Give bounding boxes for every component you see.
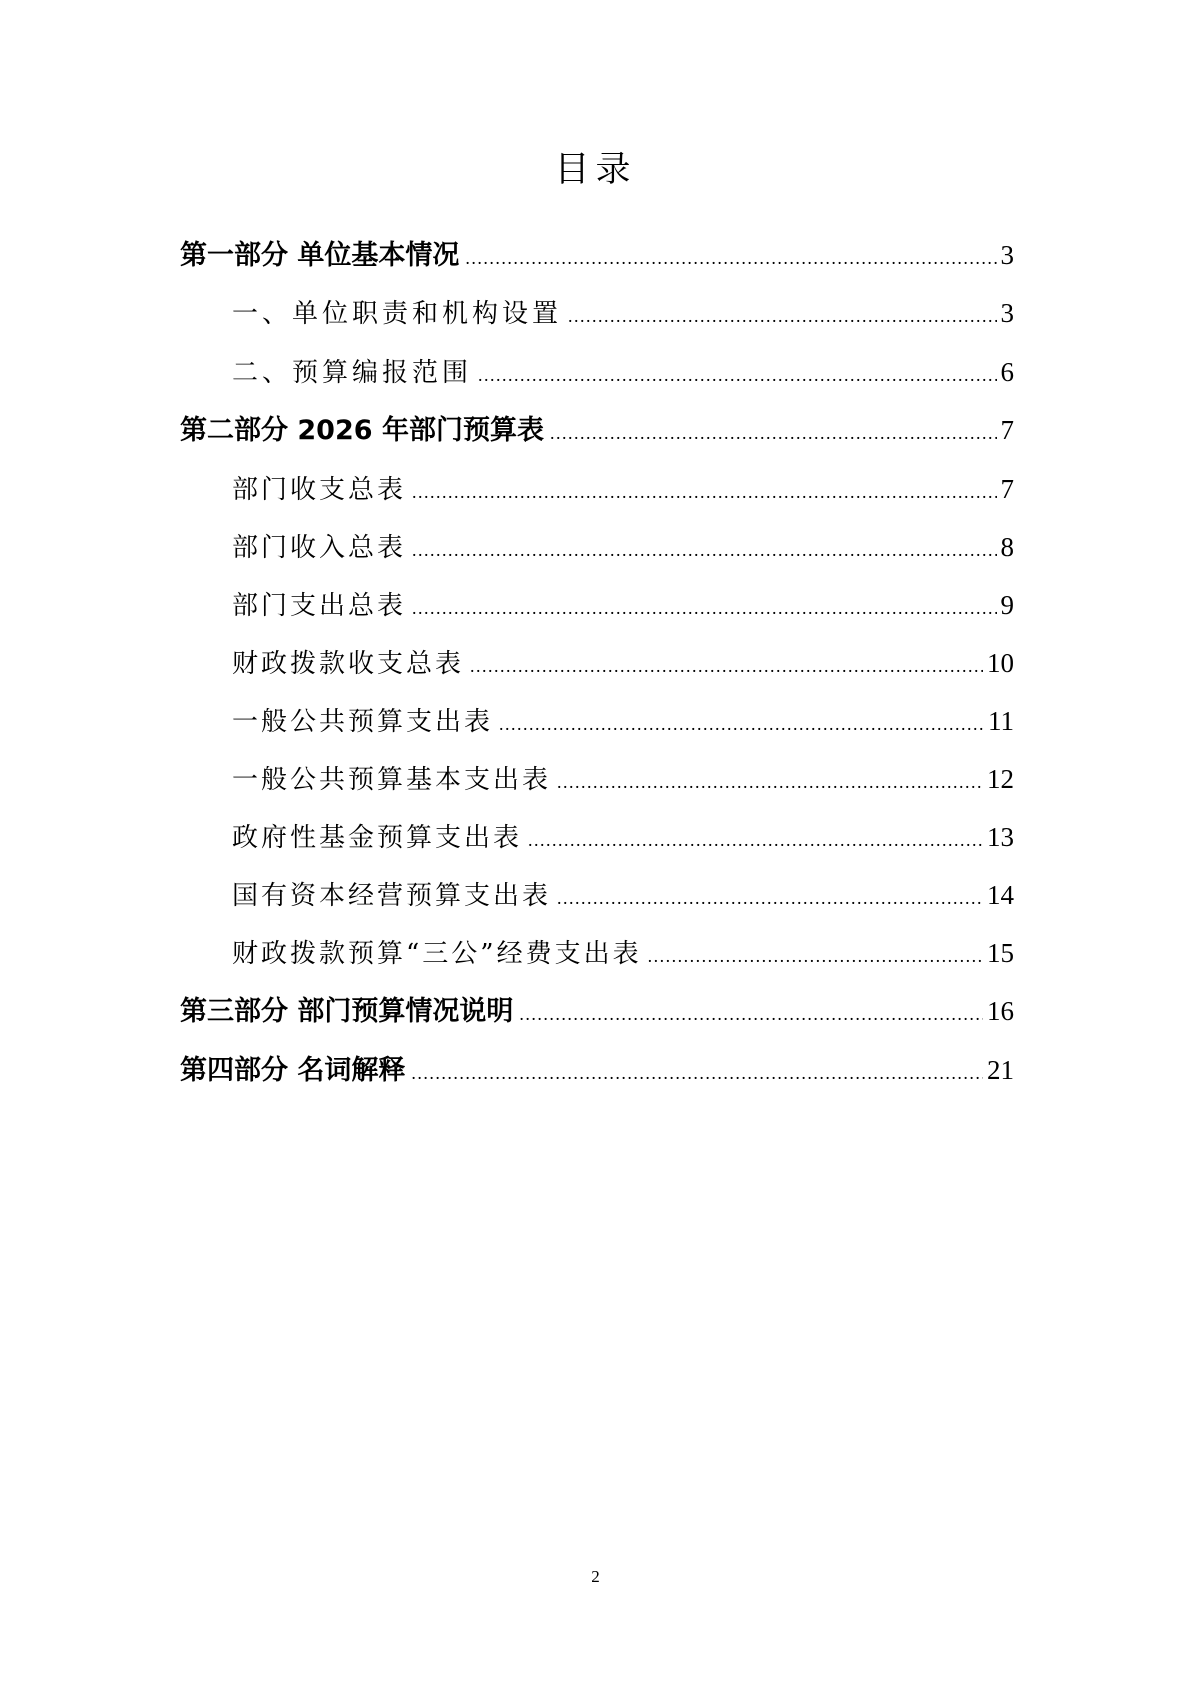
toc-entry-page: 3 bbox=[1000, 240, 1014, 270]
toc-entry-part-2[interactable] bbox=[180, 410, 1014, 450]
toc-entry-part-3[interactable] bbox=[180, 991, 1014, 1031]
toc-entry-label: 一般公共预算基本支出表 bbox=[232, 765, 552, 795]
toc-entry-page: 9 bbox=[1000, 590, 1014, 620]
toc-entry-income-expense-summary[interactable] bbox=[232, 469, 1014, 509]
dot-leader bbox=[411, 1053, 983, 1093]
toc-entry-page: 7 bbox=[1000, 415, 1014, 445]
toc-entry-page: 13 bbox=[987, 822, 1014, 852]
toc-entry-label: 财政拨款收支总表 bbox=[232, 649, 465, 679]
toc-entry-part-4[interactable] bbox=[180, 1050, 1014, 1090]
page-number: 2 bbox=[591, 1567, 600, 1586]
toc-entry-label: 二、预算编报范围 bbox=[232, 358, 473, 388]
dot-leader bbox=[648, 936, 983, 976]
toc-entry-part-1[interactable] bbox=[180, 235, 1014, 275]
toc-entry-page: 8 bbox=[1000, 532, 1014, 562]
toc-entry-label: 国有资本经营预算支出表 bbox=[232, 881, 552, 911]
dot-leader bbox=[499, 704, 984, 744]
toc-entry-general-public-budget-basic-expense[interactable] bbox=[232, 759, 1014, 799]
toc-entry-expense-summary[interactable] bbox=[232, 585, 1014, 625]
toc-entry-label: 部门收支总表 bbox=[232, 475, 407, 505]
toc-entry-duties-and-structure[interactable] bbox=[232, 293, 1014, 333]
toc-entry-label: 第三部分 部门预算情况说明 bbox=[180, 996, 514, 1027]
dot-leader bbox=[568, 296, 996, 336]
toc-entry-state-capital-budget-expense[interactable] bbox=[232, 875, 1014, 915]
toc-entry-income-summary[interactable] bbox=[232, 527, 1014, 567]
dot-leader bbox=[557, 762, 983, 802]
dot-leader bbox=[528, 820, 983, 860]
toc-entry-page: 15 bbox=[987, 938, 1014, 968]
toc-entry-page: 11 bbox=[988, 706, 1014, 736]
toc-entry-page: 3 bbox=[1000, 298, 1014, 328]
page-title: 目录 bbox=[554, 150, 637, 190]
toc-entry-label: 部门收入总表 bbox=[232, 533, 407, 563]
toc-entry-label: 第四部分 名词解释 bbox=[180, 1055, 406, 1086]
toc-entry-page: 21 bbox=[987, 1055, 1014, 1085]
dot-leader bbox=[557, 878, 983, 918]
toc-entry-three-public-expenses[interactable] bbox=[232, 933, 1014, 973]
toc-entry-label: 第一部分 单位基本情况 bbox=[180, 240, 460, 271]
toc-entry-label: 财政拨款预算“三公”经费支出表 bbox=[232, 939, 642, 969]
toc-entry-label: 一、单位职责和机构设置 bbox=[232, 299, 563, 329]
toc-entry-government-fund-budget-expense[interactable] bbox=[232, 817, 1014, 857]
toc-entry-page: 10 bbox=[987, 648, 1014, 678]
dot-leader bbox=[478, 355, 996, 395]
toc-entry-page: 6 bbox=[1000, 357, 1014, 387]
toc-entry-page: 14 bbox=[987, 880, 1014, 910]
dot-leader bbox=[465, 238, 996, 278]
toc-entry-fiscal-appropriation-summary[interactable] bbox=[232, 643, 1014, 683]
dot-leader bbox=[412, 530, 996, 570]
toc-entry-label: 一般公共预算支出表 bbox=[232, 707, 494, 737]
dot-leader bbox=[550, 413, 997, 453]
toc-entry-page: 12 bbox=[987, 764, 1014, 794]
toc-entry-label: 部门支出总表 bbox=[232, 591, 407, 621]
toc-entry-page: 16 bbox=[987, 996, 1014, 1026]
toc-entry-general-public-budget-expense[interactable] bbox=[232, 701, 1014, 741]
toc-entry-budget-scope[interactable] bbox=[232, 352, 1014, 392]
toc-entry-label: 第二部分 2026 年部门预算表 bbox=[180, 415, 544, 446]
dot-leader bbox=[519, 994, 983, 1034]
dot-leader bbox=[470, 646, 983, 686]
toc-entry-label: 政府性基金预算支出表 bbox=[232, 823, 523, 853]
toc-entry-page: 7 bbox=[1000, 474, 1014, 504]
dot-leader bbox=[412, 588, 996, 628]
dot-leader bbox=[412, 472, 996, 512]
